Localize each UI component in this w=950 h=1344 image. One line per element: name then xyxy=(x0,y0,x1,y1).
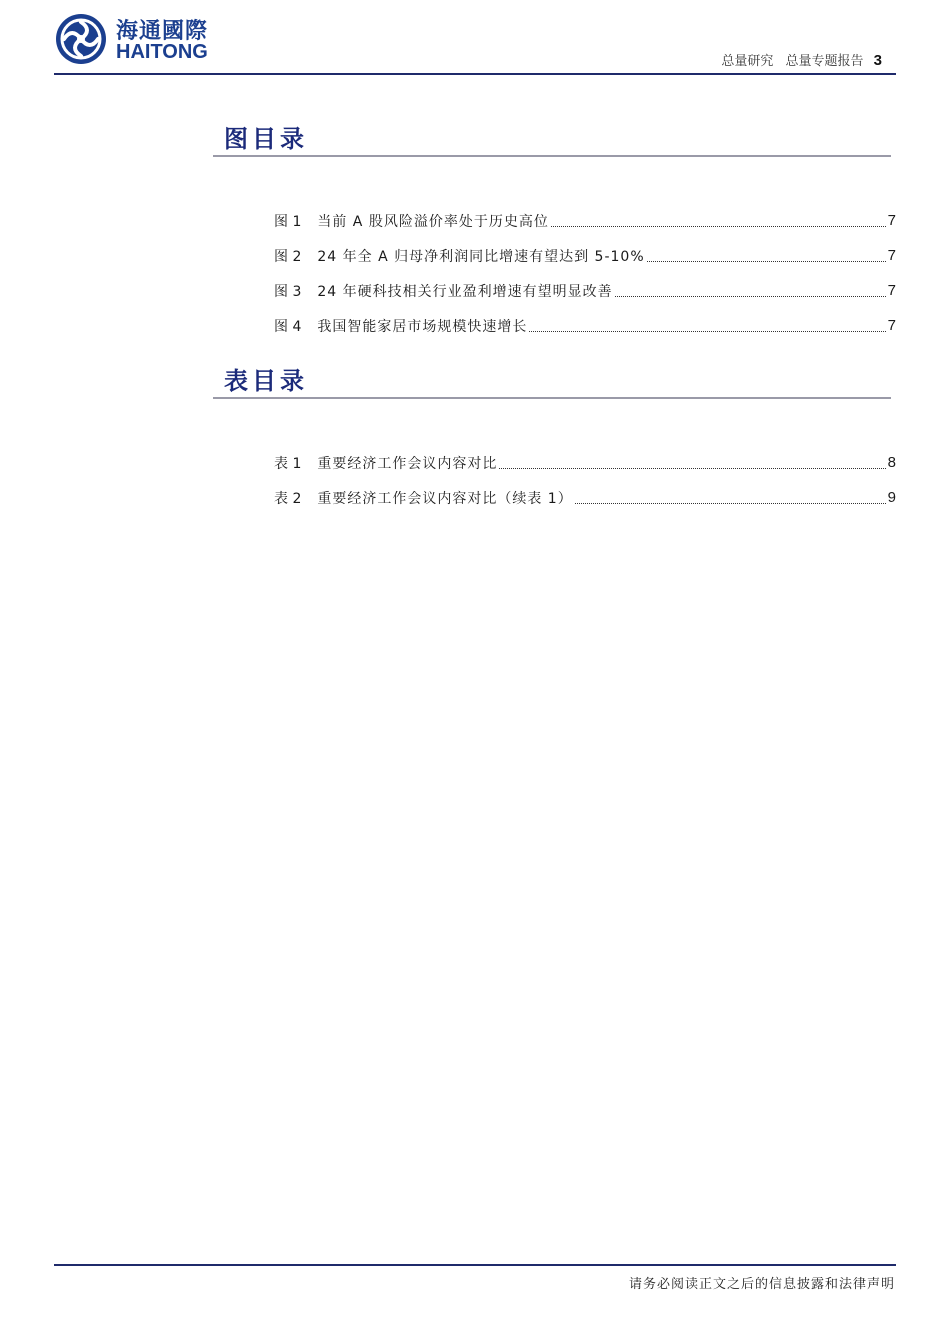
toc-entry-page: 7 xyxy=(887,282,896,299)
logo-chinese-name: 海通國際 xyxy=(116,19,209,44)
page-number: 3 xyxy=(873,52,882,69)
table-toc-divider xyxy=(213,397,891,399)
table-toc-title: 表目录 xyxy=(224,366,308,395)
footer-disclaimer: 请务必阅读正文之后的信息披露和法律声明 xyxy=(628,1277,895,1292)
toc-entry-text: 重要经济工作会议内容对比（续表 1） xyxy=(317,490,573,507)
footer-divider xyxy=(54,1264,896,1266)
logo-english-name: HAITONG xyxy=(116,41,208,63)
toc-leader-dots xyxy=(529,331,885,332)
toc-entry-text: 当前 A 股风险溢价率处于历史高位 xyxy=(317,213,549,230)
toc-entry-page: 8 xyxy=(887,454,896,471)
toc-entry-text: 24 年硬科技相关行业盈利增速有望明显改善 xyxy=(317,283,613,300)
toc-entry-text: 我国智能家居市场规模快速增长 xyxy=(317,318,528,335)
toc-entry-page: 7 xyxy=(887,317,896,334)
running-header xyxy=(721,50,882,69)
report-category: 总量研究 xyxy=(721,54,774,69)
toc-leader-dots xyxy=(575,503,886,504)
toc-leader-dots xyxy=(647,261,886,262)
toc-entry-figure-2[interactable] xyxy=(274,238,896,273)
figure-toc-title: 图目录 xyxy=(224,124,308,153)
figure-toc-divider xyxy=(213,155,891,157)
toc-entry-table-2[interactable] xyxy=(274,480,896,515)
toc-entry-label: 表 1 xyxy=(274,455,302,472)
toc-entry-figure-3[interactable] xyxy=(274,273,896,308)
toc-entry-page: 9 xyxy=(887,489,896,506)
haitong-emblem-icon xyxy=(54,12,108,66)
company-logo xyxy=(54,12,214,68)
toc-entry-label: 图 1 xyxy=(274,213,302,230)
toc-entry-table-1[interactable] xyxy=(274,445,896,480)
table-toc-list xyxy=(274,445,896,515)
toc-leader-dots xyxy=(499,468,885,469)
toc-entry-page: 7 xyxy=(887,247,896,264)
header-divider xyxy=(54,73,896,75)
toc-entry-figure-1[interactable] xyxy=(274,203,896,238)
toc-entry-figure-4[interactable] xyxy=(274,308,896,343)
report-type: 总量专题报告 xyxy=(785,54,864,69)
toc-entry-label: 图 3 xyxy=(274,283,302,300)
toc-entry-label: 图 2 xyxy=(274,248,302,265)
toc-leader-dots xyxy=(615,296,886,297)
toc-leader-dots xyxy=(551,226,886,227)
toc-entry-label: 图 4 xyxy=(274,318,302,335)
figure-toc-list xyxy=(274,203,896,343)
toc-entry-text: 重要经济工作会议内容对比 xyxy=(317,455,498,472)
toc-entry-label: 表 2 xyxy=(274,490,302,507)
toc-entry-page: 7 xyxy=(887,212,896,229)
toc-entry-text: 24 年全 A 归母净利润同比增速有望达到 5-10% xyxy=(317,248,645,265)
